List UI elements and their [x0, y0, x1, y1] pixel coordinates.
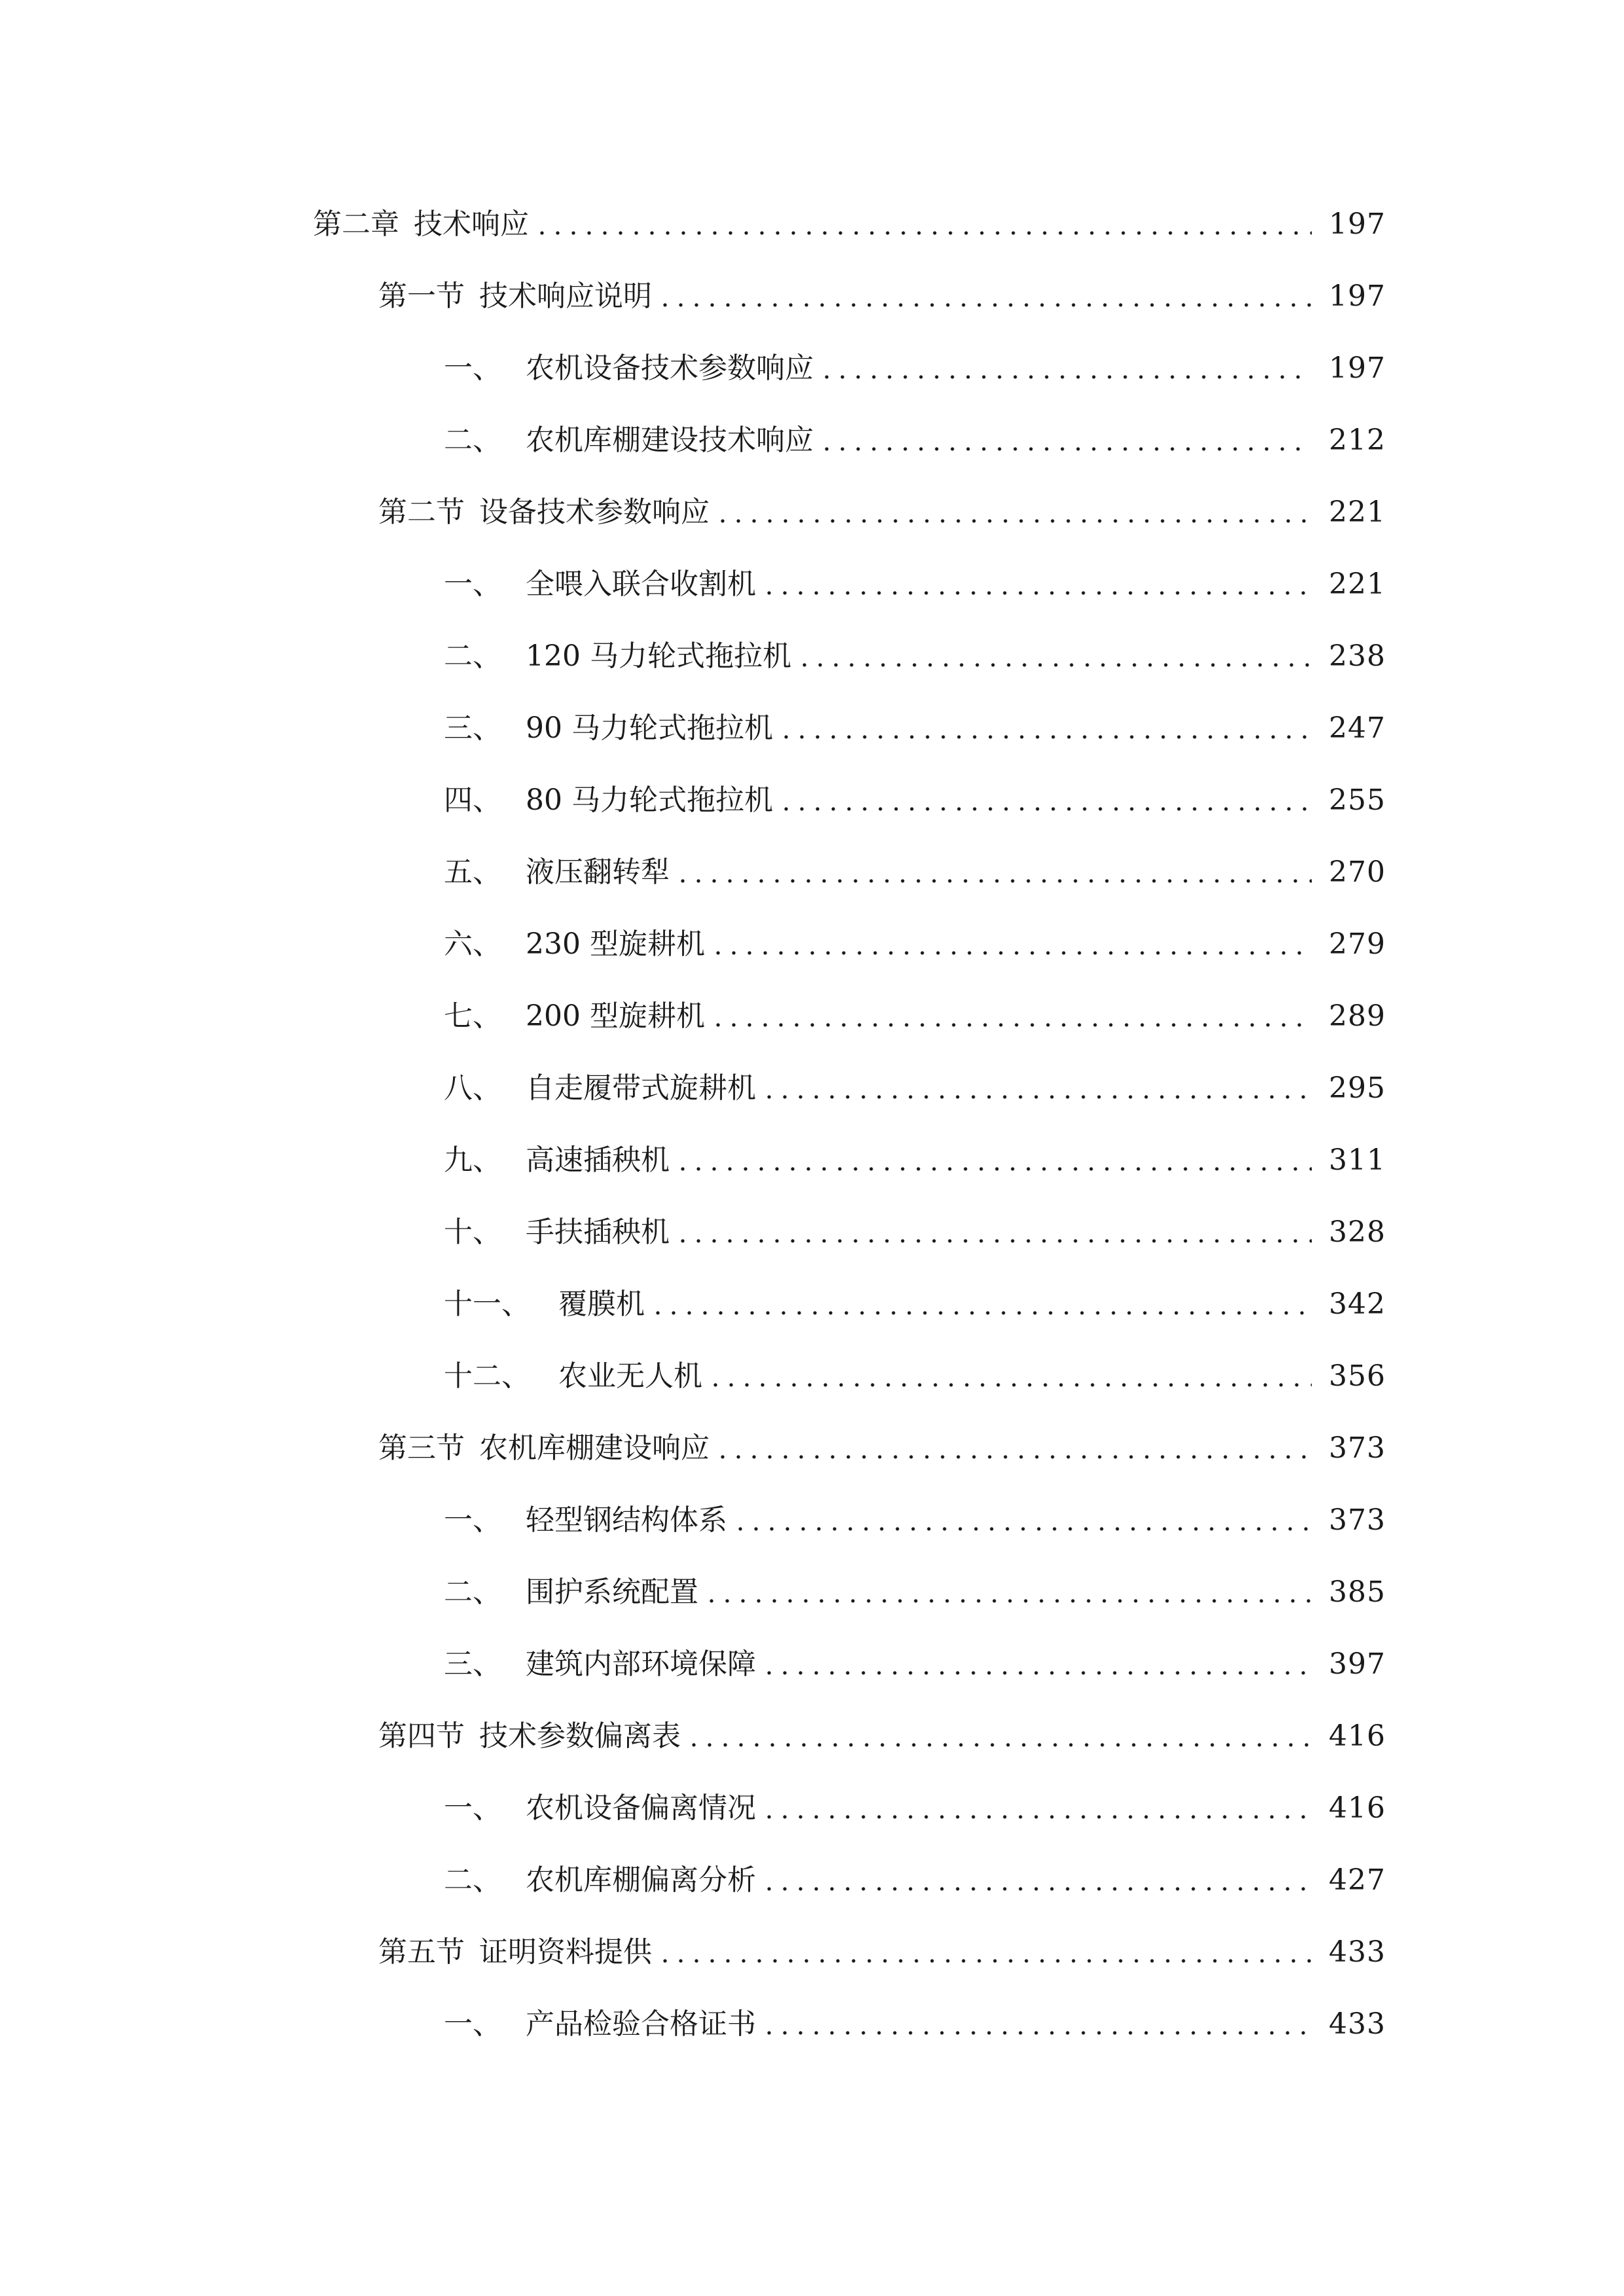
toc-entry-title: 120 马力轮式拖拉机 [526, 639, 791, 673]
toc-entry-marker: 四、 [444, 783, 501, 817]
toc-entry-item[interactable] [313, 1124, 1386, 1196]
dot-leader [650, 1285, 1312, 1324]
toc-entry-marker: 八、 [444, 1071, 501, 1105]
toc-entry-item[interactable] [313, 1556, 1386, 1628]
toc-entry-page-number: 397 [1329, 1647, 1386, 1681]
toc-entry-marker: 一、 [444, 2007, 501, 2041]
dot-leader [710, 925, 1312, 964]
toc-entry-page-number: 212 [1329, 423, 1386, 457]
dot-leader [708, 1357, 1312, 1396]
toc-entry-item[interactable] [313, 908, 1386, 980]
toc-entry-page-number: 289 [1329, 999, 1386, 1033]
toc-entry-title: 覆膜机 [558, 1287, 645, 1321]
toc-entry-page-number: 255 [1329, 783, 1386, 817]
toc-entry-title: 证明资料提供 [479, 1935, 652, 1969]
toc-entry-marker: 一、 [444, 351, 501, 385]
toc-entry-item[interactable] [313, 980, 1386, 1052]
toc-entry-marker: 九、 [444, 1143, 501, 1177]
toc-entry-page-number: 221 [1329, 495, 1386, 529]
toc-entry-item[interactable] [313, 692, 1386, 764]
toc-entry-title: 农机库棚建设响应 [479, 1431, 710, 1465]
dot-leader [761, 1789, 1312, 1828]
toc-entry-page-number: 433 [1329, 1935, 1386, 1969]
dot-leader [534, 205, 1312, 244]
toc-entry-marker: 第二章 [313, 207, 399, 241]
dot-leader [704, 1573, 1312, 1612]
toc-entry-title: 技术响应说明 [479, 279, 652, 313]
toc-entry-section[interactable] [313, 1916, 1386, 1988]
toc-entry-page-number: 270 [1329, 855, 1386, 889]
toc-entry-marker: 二、 [444, 1863, 501, 1897]
dot-leader [778, 781, 1312, 820]
toc-entry-marker: 第四节 [378, 1719, 465, 1753]
toc-entry-item[interactable] [313, 548, 1386, 620]
toc-entry-title: 手扶插秧机 [526, 1215, 670, 1249]
toc-entry-page-number: 427 [1329, 1863, 1386, 1897]
dot-leader [761, 1069, 1312, 1108]
toc-entry-marker: 第二节 [378, 495, 465, 529]
toc-entry-marker: 一、 [444, 1791, 501, 1825]
toc-entry-marker: 二、 [444, 423, 501, 457]
dot-leader [710, 997, 1312, 1036]
toc-entry-item[interactable] [313, 620, 1386, 692]
toc-entry-title: 230 型旋耕机 [526, 927, 705, 961]
dot-leader [732, 1501, 1312, 1540]
toc-entry-item[interactable] [313, 1052, 1386, 1124]
toc-entry-item[interactable] [313, 1196, 1386, 1268]
dot-leader [819, 349, 1312, 388]
toc-entry-title: 农机库棚建设技术响应 [526, 423, 814, 457]
toc-entry-page-number: 197 [1329, 279, 1386, 313]
table-of-contents [313, 188, 1386, 2060]
toc-entry-chapter[interactable] [313, 188, 1386, 260]
toc-entry-marker: 一、 [444, 567, 501, 601]
toc-entry-title: 自走履带式旋耕机 [526, 1071, 756, 1105]
toc-entry-page-number: 328 [1329, 1215, 1386, 1249]
toc-entry-title: 农业无人机 [558, 1359, 702, 1393]
toc-entry-item[interactable] [313, 1340, 1386, 1412]
toc-entry-page-number: 385 [1329, 1575, 1386, 1609]
dot-leader [715, 493, 1312, 532]
dot-leader [675, 853, 1312, 892]
toc-entry-title: 农机设备技术参数响应 [526, 351, 814, 385]
toc-entry-section[interactable] [313, 476, 1386, 548]
toc-entry-page-number: 311 [1329, 1143, 1386, 1177]
dot-leader [657, 1933, 1312, 1972]
toc-entry-marker: 第一节 [378, 279, 465, 313]
dot-leader [686, 1717, 1312, 1756]
toc-entry-marker: 三、 [444, 1647, 501, 1681]
toc-entry-marker: 五、 [444, 855, 501, 889]
toc-entry-marker: 十一、 [444, 1287, 530, 1321]
toc-entry-item[interactable] [313, 1268, 1386, 1340]
toc-entry-section[interactable] [313, 260, 1386, 332]
toc-entry-page-number: 221 [1329, 567, 1386, 601]
toc-entry-page-number: 433 [1329, 2007, 1386, 2041]
toc-entry-item[interactable] [313, 1484, 1386, 1556]
toc-entry-item[interactable] [313, 404, 1386, 476]
dot-leader [761, 1861, 1312, 1900]
toc-entry-marker: 十二、 [444, 1359, 530, 1393]
dot-leader [675, 1213, 1312, 1252]
toc-entry-title: 80 马力轮式拖拉机 [526, 783, 773, 817]
toc-entry-marker: 六、 [444, 927, 501, 961]
toc-entry-page-number: 197 [1329, 351, 1386, 385]
toc-entry-marker: 七、 [444, 999, 501, 1033]
toc-entry-title: 围护系统配置 [526, 1575, 698, 1609]
toc-entry-marker: 三、 [444, 711, 501, 745]
toc-entry-section[interactable] [313, 1700, 1386, 1772]
dot-leader [761, 565, 1312, 604]
dot-leader [797, 637, 1312, 676]
toc-entry-item[interactable] [313, 1628, 1386, 1700]
toc-entry-marker: 一、 [444, 1503, 501, 1537]
toc-entry-page-number: 342 [1329, 1287, 1386, 1321]
toc-entry-page-number: 373 [1329, 1503, 1386, 1537]
toc-entry-item[interactable] [313, 1772, 1386, 1844]
toc-entry-title: 高速插秧机 [526, 1143, 670, 1177]
toc-entry-title: 产品检验合格证书 [526, 2007, 756, 2041]
dot-leader [761, 2005, 1312, 2044]
toc-entry-page-number: 247 [1329, 711, 1386, 745]
toc-entry-marker: 二、 [444, 1575, 501, 1609]
toc-entry-marker: 第三节 [378, 1431, 465, 1465]
dot-leader [715, 1429, 1312, 1468]
toc-entry-marker: 二、 [444, 639, 501, 673]
toc-entry-item[interactable] [313, 1844, 1386, 1916]
toc-entry-title: 全喂入联合收割机 [526, 567, 756, 601]
dot-leader [778, 709, 1312, 748]
toc-entry-title: 技术参数偏离表 [479, 1719, 681, 1753]
toc-entry-page-number: 373 [1329, 1431, 1386, 1465]
toc-entry-title: 建筑内部环境保障 [526, 1647, 756, 1681]
dot-leader [657, 277, 1312, 316]
toc-entry-title: 农机库棚偏离分析 [526, 1863, 756, 1897]
toc-entry-item[interactable] [313, 332, 1386, 404]
toc-entry-section[interactable] [313, 1412, 1386, 1484]
toc-entry-item[interactable] [313, 764, 1386, 836]
dot-leader [761, 1645, 1312, 1684]
toc-entry-title: 轻型钢结构体系 [526, 1503, 727, 1537]
toc-entry-page-number: 238 [1329, 639, 1386, 673]
toc-entry-page-number: 197 [1329, 207, 1386, 241]
toc-entry-page-number: 356 [1329, 1359, 1386, 1393]
toc-entry-title: 农机设备偏离情况 [526, 1791, 756, 1825]
toc-entry-page-number: 416 [1329, 1719, 1386, 1753]
toc-entry-item[interactable] [313, 836, 1386, 908]
toc-entry-page-number: 416 [1329, 1791, 1386, 1825]
toc-entry-marker: 十、 [444, 1215, 501, 1249]
toc-entry-page-number: 279 [1329, 927, 1386, 961]
dot-leader [675, 1141, 1312, 1180]
toc-entry-marker: 第五节 [378, 1935, 465, 1969]
dot-leader [819, 421, 1312, 460]
toc-entry-page-number: 295 [1329, 1071, 1386, 1105]
toc-entry-title: 技术响应 [414, 207, 529, 241]
toc-entry-title: 90 马力轮式拖拉机 [526, 711, 773, 745]
toc-entry-title: 液压翻转犁 [526, 855, 670, 889]
toc-entry-title: 200 型旋耕机 [526, 999, 705, 1033]
toc-entry-item[interactable] [313, 1988, 1386, 2060]
toc-entry-title: 设备技术参数响应 [479, 495, 710, 529]
